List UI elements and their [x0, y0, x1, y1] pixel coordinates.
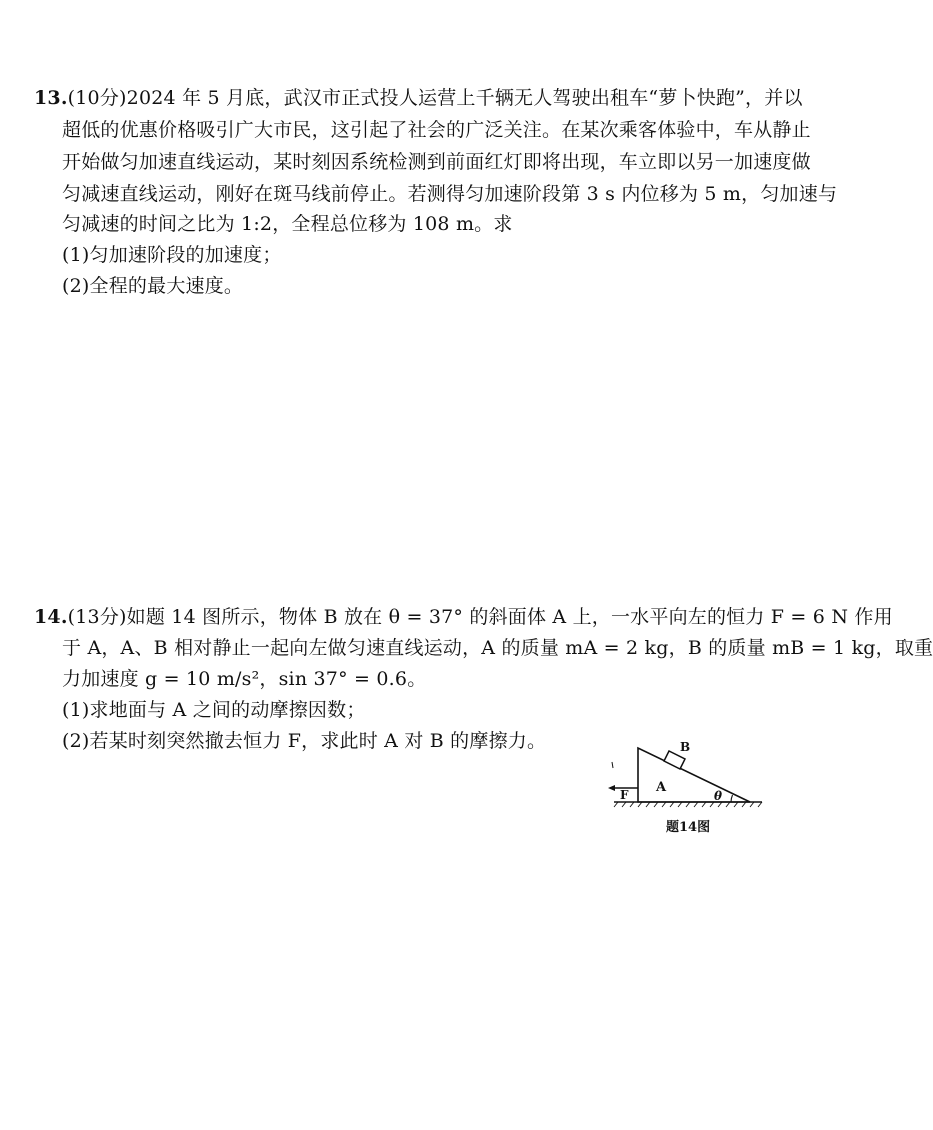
figure-14	[600, 740, 770, 840]
small-mark	[612, 762, 613, 768]
q13-line-4: 匀减速直线运动，刚好在斑马线前停止。若测得匀加速阶段第 3 s 内位移为 5 m，匀加速与	[62, 183, 838, 205]
q14-line-3: 力加速度 g = 10 m/s²，sin 37° = 0.6。	[62, 668, 427, 690]
q14-points: (13分)	[67, 606, 127, 628]
q14-subq-1: (1)求地面与 A 之间的动摩擦因数；	[62, 699, 366, 721]
q13-number: 13.	[34, 87, 68, 109]
q13-line-2: 超低的优惠价格吸引广大市民，这引起了社会的广泛关注。在某次乘客体验中，车从静止	[62, 119, 811, 141]
label-theta: θ	[714, 789, 723, 803]
q13-line-3: 开始做匀加速直线运动，某时刻因系统检测到前面红灯即将出现，车立即以另一加速度做	[62, 151, 811, 173]
incline-block-a	[638, 748, 750, 802]
q13-subq-2: (2)全程的最大速度。	[62, 275, 244, 297]
angle-arc	[731, 795, 733, 802]
q13-subq-1: (1)匀加速阶段的加速度；	[62, 244, 282, 266]
q14-line-1	[34, 605, 893, 629]
label-a: A	[656, 780, 667, 795]
q14-text-1: 如题 14 图所示，物体 B 放在 θ = 37° 的斜面体 A 上，一水平向左的恒力 F = 6 N 作用	[126, 606, 893, 628]
q13-line-5: 匀减速的时间之比为 1:2，全程总位移为 108 m。求	[62, 213, 513, 235]
q13-line-1	[34, 86, 803, 110]
label-f: F	[620, 788, 629, 802]
q13-text-1: 2024 年 5 月底，武汉市正式投人运营上千辆无人驾驶出租车“萝卜快跑”，并以	[126, 87, 803, 109]
q14-subq-2: (2)若某时刻突然撤去恒力 F，求此时 A 对 B 的摩擦力。	[62, 730, 547, 752]
label-b: B	[680, 740, 691, 754]
q14-line-2: 于 A，A、B 相对静止一起向左做匀速直线运动，A 的质量 mA = 2 kg，B 的质量 mB = 1 kg，取重	[62, 637, 933, 659]
force-arrow-head	[608, 785, 615, 791]
q14-number: 14.	[34, 606, 68, 628]
q13-points: (10分)	[67, 87, 127, 109]
figure-caption: 题14图	[666, 820, 711, 835]
